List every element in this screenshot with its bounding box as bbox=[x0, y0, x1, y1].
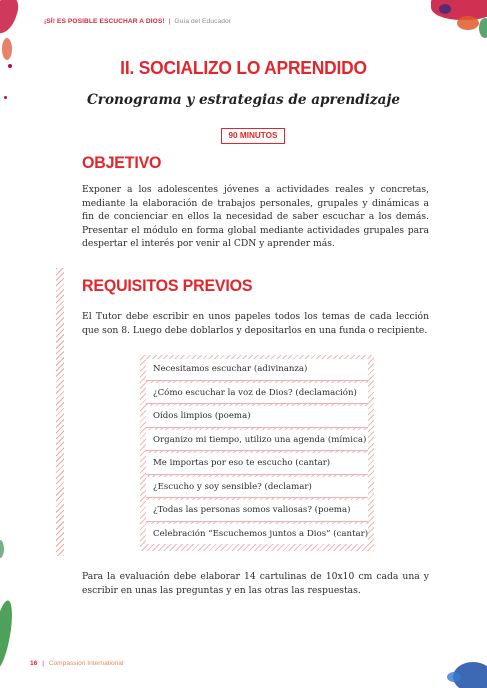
paint-splash-decoration bbox=[447, 672, 461, 682]
footer-separator: | bbox=[42, 660, 44, 667]
hatched-margin-decoration bbox=[56, 268, 64, 556]
section-subtitle: Cronograma y estrategias de aprendizaje bbox=[86, 92, 401, 108]
activity-item: Organizo mi tiempo, utilizo una agenda (mímica) bbox=[146, 430, 368, 452]
running-head bbox=[44, 18, 231, 25]
paint-splash-decoration bbox=[0, 0, 21, 36]
activity-item: Celebración “Escuchemos juntos a Dios” (cantar) bbox=[146, 524, 368, 545]
requisitos-heading: REQUISITOS PREVIOS bbox=[82, 276, 253, 295]
requisitos-intro-paragraph: El Tutor debe escribir en unos papeles todos los temas de cada lección que son 8. Luego debe doblarlos y depositarlos en una funda o recipiente. bbox=[82, 311, 429, 336]
paint-splash-decoration bbox=[439, 4, 451, 14]
activity-item: Oídos limpios (poema) bbox=[146, 406, 368, 428]
objetivo-heading: OBJETIVO bbox=[82, 153, 162, 172]
activity-item: ¿Escucho y soy sensible? (declamar) bbox=[146, 477, 368, 499]
evaluation-paragraph: Para la evaluación debe elaborar 14 cartulinas de 10x10 cm cada una y escribir en unas las preguntas y en las otras las respuestas. bbox=[82, 571, 429, 596]
duration-badge: 90 MINUTOS bbox=[221, 128, 285, 144]
page-footer bbox=[30, 660, 124, 667]
paint-splash-decoration bbox=[2, 38, 12, 60]
activities-list bbox=[140, 355, 374, 551]
paint-splash-decoration bbox=[457, 16, 479, 30]
objetivo-paragraph: Exponer a los adolescentes jóvenes a actividades reales y concretas, mediante la elaboración de trabajos personales, grupales y dinámicas a fin de concienciar en ellos la necesidad de saber escuchar a los demás. Presentar el módulo en forma global mediante actividades grupales para despertar el interés por venir al CDN y aprender más. bbox=[82, 184, 429, 250]
activity-item: Necesitamos escuchar (adivinanza) bbox=[146, 359, 368, 381]
section-title: II. SOCIALIZO LO APRENDIDO bbox=[120, 57, 367, 78]
paint-dot-decoration bbox=[8, 64, 12, 68]
page-number: 16 bbox=[30, 660, 38, 667]
running-head-title: ¡SÍ! ES POSIBLE ESCUCHAR A DIOS! bbox=[44, 18, 165, 25]
paint-splash-decoration bbox=[0, 599, 16, 671]
activity-item: ¿Todas las personas somos valiosas? (poema) bbox=[146, 500, 368, 522]
running-head-subtitle: Guía del Educador bbox=[174, 18, 232, 25]
activity-item: Me importas por eso te escucho (cantar) bbox=[146, 453, 368, 475]
paint-splash-decoration bbox=[0, 540, 4, 558]
footer-organization: Compassion International bbox=[48, 660, 124, 667]
activity-item: ¿Cómo escuchar la voz de Dios? (declamación) bbox=[146, 383, 368, 405]
running-head-separator: | bbox=[168, 18, 171, 25]
paint-splash-decoration bbox=[479, 18, 487, 38]
